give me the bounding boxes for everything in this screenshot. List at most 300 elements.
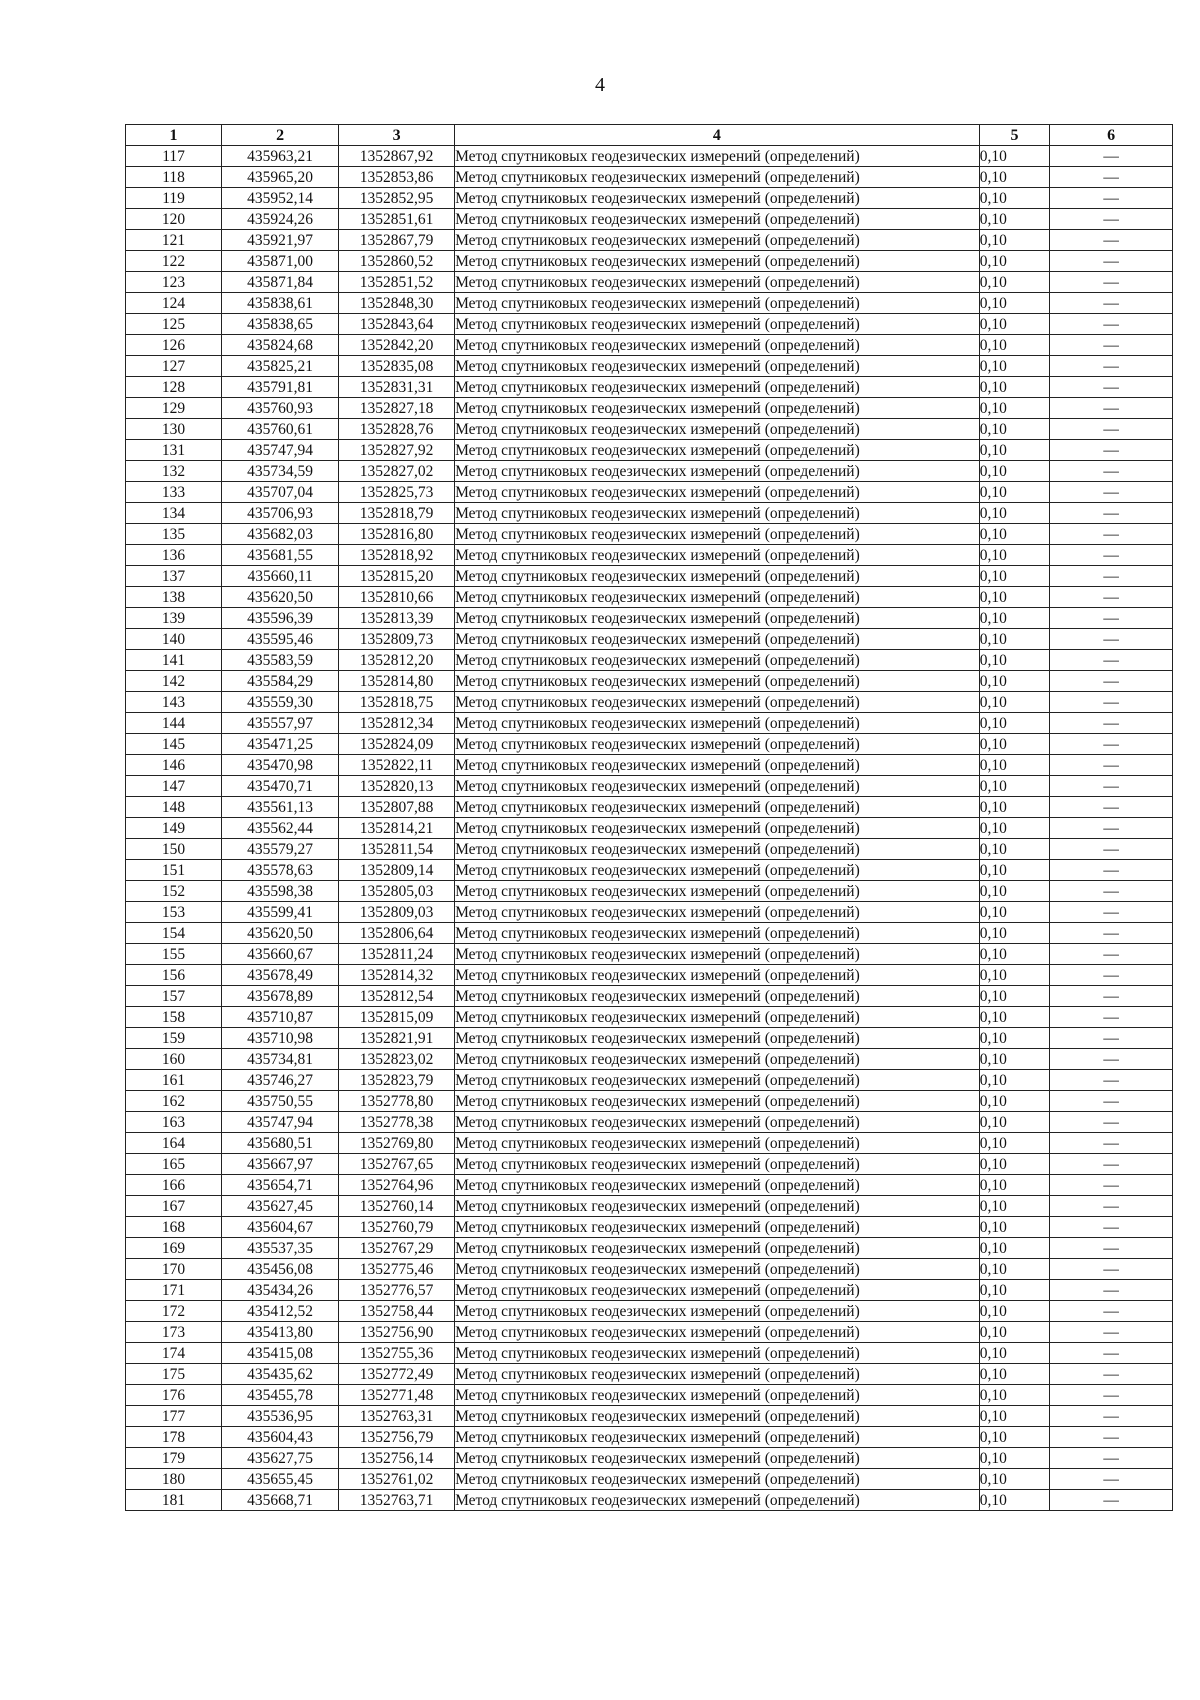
dash-cell: — (1050, 419, 1173, 440)
x-coordinate-cell: 435579,27 (222, 839, 339, 860)
x-coordinate-cell: 435559,30 (222, 692, 339, 713)
point-number-cell: 132 (126, 461, 222, 482)
y-coordinate-cell: 1352809,73 (339, 629, 455, 650)
table-row (126, 860, 1173, 881)
table-row (126, 1259, 1173, 1280)
x-coordinate-cell: 435707,04 (222, 482, 339, 503)
accuracy-cell: 0,10 (979, 167, 1050, 188)
y-coordinate-cell: 1352756,90 (339, 1322, 455, 1343)
dash-cell: — (1050, 461, 1173, 482)
x-coordinate-cell: 435604,43 (222, 1427, 339, 1448)
y-coordinate-cell: 1352778,80 (339, 1091, 455, 1112)
x-coordinate-cell: 435627,45 (222, 1196, 339, 1217)
dash-cell: — (1050, 776, 1173, 797)
accuracy-cell: 0,10 (979, 209, 1050, 230)
method-cell: Метод спутниковых геодезических измерений (определений) (455, 944, 980, 965)
y-coordinate-cell: 1352814,32 (339, 965, 455, 986)
x-coordinate-cell: 435557,97 (222, 713, 339, 734)
dash-cell: — (1050, 1070, 1173, 1091)
dash-cell: — (1050, 1112, 1173, 1133)
y-coordinate-cell: 1352822,11 (339, 755, 455, 776)
y-coordinate-cell: 1352763,71 (339, 1490, 455, 1511)
table-row (126, 398, 1173, 419)
method-cell: Метод спутниковых геодезических измерений (определений) (455, 1154, 980, 1175)
point-number-cell: 127 (126, 356, 222, 377)
accuracy-cell: 0,10 (979, 860, 1050, 881)
point-number-cell: 173 (126, 1322, 222, 1343)
y-coordinate-cell: 1352763,31 (339, 1406, 455, 1427)
accuracy-cell: 0,10 (979, 1280, 1050, 1301)
table-row (126, 818, 1173, 839)
dash-cell: — (1050, 1133, 1173, 1154)
dash-cell: — (1050, 1238, 1173, 1259)
method-cell: Метод спутниковых геодезических измерений (определений) (455, 755, 980, 776)
method-cell: Метод спутниковых геодезических измерений (определений) (455, 1196, 980, 1217)
x-coordinate-cell: 435655,45 (222, 1469, 339, 1490)
y-coordinate-cell: 1352809,03 (339, 902, 455, 923)
point-number-cell: 162 (126, 1091, 222, 1112)
x-coordinate-cell: 435620,50 (222, 923, 339, 944)
point-number-cell: 167 (126, 1196, 222, 1217)
point-number-cell: 179 (126, 1448, 222, 1469)
column-header-3: 3 (339, 125, 455, 146)
table-row (126, 209, 1173, 230)
dash-cell: — (1050, 398, 1173, 419)
dash-cell: — (1050, 545, 1173, 566)
method-cell: Метод спутниковых геодезических измерений (определений) (455, 1112, 980, 1133)
x-coordinate-cell: 435660,11 (222, 566, 339, 587)
y-coordinate-cell: 1352848,30 (339, 293, 455, 314)
accuracy-cell: 0,10 (979, 965, 1050, 986)
method-cell: Метод спутниковых геодезических измерений (определений) (455, 587, 980, 608)
point-number-cell: 149 (126, 818, 222, 839)
x-coordinate-cell: 435921,97 (222, 230, 339, 251)
dash-cell: — (1050, 188, 1173, 209)
method-cell: Метод спутниковых геодезических измерений (определений) (455, 608, 980, 629)
y-coordinate-cell: 1352756,79 (339, 1427, 455, 1448)
y-coordinate-cell: 1352760,79 (339, 1217, 455, 1238)
accuracy-cell: 0,10 (979, 881, 1050, 902)
y-coordinate-cell: 1352818,79 (339, 503, 455, 524)
y-coordinate-cell: 1352810,66 (339, 587, 455, 608)
point-number-cell: 121 (126, 230, 222, 251)
accuracy-cell: 0,10 (979, 566, 1050, 587)
y-coordinate-cell: 1352825,73 (339, 482, 455, 503)
dash-cell: — (1050, 587, 1173, 608)
table-row (126, 629, 1173, 650)
table-row (126, 797, 1173, 818)
accuracy-cell: 0,10 (979, 1154, 1050, 1175)
method-cell: Метод спутниковых геодезических измерений (определений) (455, 797, 980, 818)
point-number-cell: 119 (126, 188, 222, 209)
y-coordinate-cell: 1352831,31 (339, 377, 455, 398)
method-cell: Метод спутниковых геодезических измерений (определений) (455, 881, 980, 902)
table-row (126, 713, 1173, 734)
accuracy-cell: 0,10 (979, 419, 1050, 440)
x-coordinate-cell: 435871,00 (222, 251, 339, 272)
point-number-cell: 129 (126, 398, 222, 419)
accuracy-cell: 0,10 (979, 692, 1050, 713)
method-cell: Метод спутниковых геодезических измерений (определений) (455, 1259, 980, 1280)
y-coordinate-cell: 1352842,20 (339, 335, 455, 356)
dash-cell: — (1050, 272, 1173, 293)
dash-cell: — (1050, 167, 1173, 188)
dash-cell: — (1050, 1196, 1173, 1217)
y-coordinate-cell: 1352814,21 (339, 818, 455, 839)
y-coordinate-cell: 1352755,36 (339, 1343, 455, 1364)
table-header (126, 125, 1173, 146)
dash-cell: — (1050, 1259, 1173, 1280)
accuracy-cell: 0,10 (979, 1070, 1050, 1091)
x-coordinate-cell: 435456,08 (222, 1259, 339, 1280)
x-coordinate-cell: 435434,26 (222, 1280, 339, 1301)
point-number-cell: 178 (126, 1427, 222, 1448)
accuracy-cell: 0,10 (979, 1196, 1050, 1217)
method-cell: Метод спутниковых геодезических измерений (определений) (455, 1364, 980, 1385)
table-row (126, 1364, 1173, 1385)
point-number-cell: 176 (126, 1385, 222, 1406)
x-coordinate-cell: 435667,97 (222, 1154, 339, 1175)
y-coordinate-cell: 1352767,65 (339, 1154, 455, 1175)
y-coordinate-cell: 1352851,61 (339, 209, 455, 230)
y-coordinate-cell: 1352816,80 (339, 524, 455, 545)
y-coordinate-cell: 1352824,09 (339, 734, 455, 755)
y-coordinate-cell: 1352823,02 (339, 1049, 455, 1070)
x-coordinate-cell: 435838,65 (222, 314, 339, 335)
y-coordinate-cell: 1352812,54 (339, 986, 455, 1007)
method-cell: Метод спутниковых геодезических измерений (определений) (455, 818, 980, 839)
point-number-cell: 134 (126, 503, 222, 524)
point-number-cell: 130 (126, 419, 222, 440)
table-row (126, 566, 1173, 587)
dash-cell: — (1050, 1217, 1173, 1238)
table-row (126, 1007, 1173, 1028)
accuracy-cell: 0,10 (979, 377, 1050, 398)
table-row (126, 314, 1173, 335)
method-cell: Метод спутниковых геодезических измерений (определений) (455, 650, 980, 671)
y-coordinate-cell: 1352812,20 (339, 650, 455, 671)
point-number-cell: 180 (126, 1469, 222, 1490)
column-header-1: 1 (126, 125, 222, 146)
y-coordinate-cell: 1352778,38 (339, 1112, 455, 1133)
table-row (126, 167, 1173, 188)
table-row (126, 608, 1173, 629)
dash-cell: — (1050, 1322, 1173, 1343)
dash-cell: — (1050, 1364, 1173, 1385)
y-coordinate-cell: 1352811,54 (339, 839, 455, 860)
y-coordinate-cell: 1352815,09 (339, 1007, 455, 1028)
table-row (126, 1175, 1173, 1196)
dash-cell: — (1050, 566, 1173, 587)
accuracy-cell: 0,10 (979, 1175, 1050, 1196)
accuracy-cell: 0,10 (979, 1217, 1050, 1238)
y-coordinate-cell: 1352814,80 (339, 671, 455, 692)
x-coordinate-cell: 435583,59 (222, 650, 339, 671)
point-number-cell: 145 (126, 734, 222, 755)
dash-cell: — (1050, 482, 1173, 503)
accuracy-cell: 0,10 (979, 440, 1050, 461)
method-cell: Метод спутниковых геодезических измерений (определений) (455, 1280, 980, 1301)
point-number-cell: 151 (126, 860, 222, 881)
accuracy-cell: 0,10 (979, 1469, 1050, 1490)
table-row (126, 1490, 1173, 1511)
accuracy-cell: 0,10 (979, 986, 1050, 1007)
x-coordinate-cell: 435627,75 (222, 1448, 339, 1469)
y-coordinate-cell: 1352806,64 (339, 923, 455, 944)
x-coordinate-cell: 435824,68 (222, 335, 339, 356)
point-number-cell: 161 (126, 1070, 222, 1091)
dash-cell: — (1050, 1427, 1173, 1448)
method-cell: Метод спутниковых геодезических измерений (определений) (455, 1217, 980, 1238)
accuracy-cell: 0,10 (979, 335, 1050, 356)
table-row (126, 671, 1173, 692)
x-coordinate-cell: 435682,03 (222, 524, 339, 545)
table-row (126, 839, 1173, 860)
x-coordinate-cell: 435620,50 (222, 587, 339, 608)
column-header-6: 6 (1050, 125, 1173, 146)
table-row (126, 419, 1173, 440)
method-cell: Метод спутниковых геодезических измерений (определений) (455, 188, 980, 209)
method-cell: Метод спутниковых геодезических измерений (определений) (455, 566, 980, 587)
accuracy-cell: 0,10 (979, 1112, 1050, 1133)
table-row (126, 1112, 1173, 1133)
x-coordinate-cell: 435668,71 (222, 1490, 339, 1511)
method-cell: Метод спутниковых геодезических измерений (определений) (455, 1028, 980, 1049)
x-coordinate-cell: 435838,61 (222, 293, 339, 314)
method-cell: Метод спутниковых геодезических измерений (определений) (455, 734, 980, 755)
accuracy-cell: 0,10 (979, 1385, 1050, 1406)
x-coordinate-cell: 435706,93 (222, 503, 339, 524)
dash-cell: — (1050, 1385, 1173, 1406)
method-cell: Метод спутниковых геодезических измерений (определений) (455, 986, 980, 1007)
x-coordinate-cell: 435470,98 (222, 755, 339, 776)
dash-cell: — (1050, 902, 1173, 923)
method-cell: Метод спутниковых геодезических измерений (определений) (455, 1427, 980, 1448)
x-coordinate-cell: 435760,61 (222, 419, 339, 440)
y-coordinate-cell: 1352764,96 (339, 1175, 455, 1196)
dash-cell: — (1050, 1406, 1173, 1427)
dash-cell: — (1050, 314, 1173, 335)
accuracy-cell: 0,10 (979, 587, 1050, 608)
dash-cell: — (1050, 1469, 1173, 1490)
method-cell: Метод спутниковых геодезических измерений (определений) (455, 902, 980, 923)
table-row (126, 692, 1173, 713)
point-number-cell: 170 (126, 1259, 222, 1280)
method-cell: Метод спутниковых геодезических измерений (определений) (455, 1070, 980, 1091)
point-number-cell: 175 (126, 1364, 222, 1385)
accuracy-cell: 0,10 (979, 776, 1050, 797)
point-number-cell: 120 (126, 209, 222, 230)
dash-cell: — (1050, 524, 1173, 545)
table-row (126, 377, 1173, 398)
accuracy-cell: 0,10 (979, 1343, 1050, 1364)
method-cell: Метод спутниковых геодезических измерений (определений) (455, 839, 980, 860)
y-coordinate-cell: 1352835,08 (339, 356, 455, 377)
point-number-cell: 165 (126, 1154, 222, 1175)
table-row (126, 524, 1173, 545)
y-coordinate-cell: 1352811,24 (339, 944, 455, 965)
table-row (126, 1196, 1173, 1217)
accuracy-cell: 0,10 (979, 146, 1050, 167)
x-coordinate-cell: 435747,94 (222, 440, 339, 461)
point-number-cell: 150 (126, 839, 222, 860)
accuracy-cell: 0,10 (979, 734, 1050, 755)
y-coordinate-cell: 1352818,75 (339, 692, 455, 713)
point-number-cell: 168 (126, 1217, 222, 1238)
table-row (126, 1280, 1173, 1301)
dash-cell: — (1050, 1049, 1173, 1070)
point-number-cell: 154 (126, 923, 222, 944)
dash-cell: — (1050, 146, 1173, 167)
x-coordinate-cell: 435604,67 (222, 1217, 339, 1238)
method-cell: Метод спутниковых геодезических измерений (определений) (455, 230, 980, 251)
x-coordinate-cell: 435598,38 (222, 881, 339, 902)
y-coordinate-cell: 1352827,18 (339, 398, 455, 419)
dash-cell: — (1050, 944, 1173, 965)
method-cell: Метод спутниковых геодезических измерений (определений) (455, 377, 980, 398)
x-coordinate-cell: 435537,35 (222, 1238, 339, 1259)
x-coordinate-cell: 435599,41 (222, 902, 339, 923)
table-row (126, 482, 1173, 503)
table-row (126, 1091, 1173, 1112)
y-coordinate-cell: 1352761,02 (339, 1469, 455, 1490)
dash-cell: — (1050, 251, 1173, 272)
point-number-cell: 156 (126, 965, 222, 986)
point-number-cell: 141 (126, 650, 222, 671)
table-row (126, 650, 1173, 671)
dash-cell: — (1050, 335, 1173, 356)
x-coordinate-cell: 435747,94 (222, 1112, 339, 1133)
y-coordinate-cell: 1352820,13 (339, 776, 455, 797)
point-number-cell: 171 (126, 1280, 222, 1301)
dash-cell: — (1050, 230, 1173, 251)
table-row (126, 902, 1173, 923)
dash-cell: — (1050, 1175, 1173, 1196)
method-cell: Метод спутниковых геодезических измерений (определений) (455, 692, 980, 713)
table-row (126, 734, 1173, 755)
table-row (126, 986, 1173, 1007)
method-cell: Метод спутниковых геодезических измерений (определений) (455, 1133, 980, 1154)
method-cell: Метод спутниковых геодезических измерений (определений) (455, 209, 980, 230)
y-coordinate-cell: 1352828,76 (339, 419, 455, 440)
method-cell: Метод спутниковых геодезических измерений (определений) (455, 923, 980, 944)
table-row (126, 1049, 1173, 1070)
x-coordinate-cell: 435710,87 (222, 1007, 339, 1028)
accuracy-cell: 0,10 (979, 188, 1050, 209)
table-row (126, 1028, 1173, 1049)
accuracy-cell: 0,10 (979, 1259, 1050, 1280)
method-cell: Метод спутниковых геодезических измерений (определений) (455, 1175, 980, 1196)
x-coordinate-cell: 435595,46 (222, 629, 339, 650)
point-number-cell: 118 (126, 167, 222, 188)
method-cell: Метод спутниковых геодезических измерений (определений) (455, 1469, 980, 1490)
table-row (126, 545, 1173, 566)
accuracy-cell: 0,10 (979, 1028, 1050, 1049)
table-row (126, 1406, 1173, 1427)
accuracy-cell: 0,10 (979, 797, 1050, 818)
dash-cell: — (1050, 1007, 1173, 1028)
point-number-cell: 140 (126, 629, 222, 650)
dash-cell: — (1050, 734, 1173, 755)
accuracy-cell: 0,10 (979, 293, 1050, 314)
dash-cell: — (1050, 923, 1173, 944)
accuracy-cell: 0,10 (979, 755, 1050, 776)
table-row (126, 503, 1173, 524)
method-cell: Метод спутниковых геодезических измерений (определений) (455, 167, 980, 188)
dash-cell: — (1050, 860, 1173, 881)
x-coordinate-cell: 435435,62 (222, 1364, 339, 1385)
method-cell: Метод спутниковых геодезических измерений (определений) (455, 1007, 980, 1028)
y-coordinate-cell: 1352827,92 (339, 440, 455, 461)
table-row (126, 587, 1173, 608)
accuracy-cell: 0,10 (979, 923, 1050, 944)
method-cell: Метод спутниковых геодезических измерений (определений) (455, 335, 980, 356)
method-cell: Метод спутниковых геодезических измерений (определений) (455, 545, 980, 566)
y-coordinate-cell: 1352769,80 (339, 1133, 455, 1154)
x-coordinate-cell: 435734,59 (222, 461, 339, 482)
dash-cell: — (1050, 1154, 1173, 1175)
accuracy-cell: 0,10 (979, 524, 1050, 545)
x-coordinate-cell: 435825,21 (222, 356, 339, 377)
point-number-cell: 138 (126, 587, 222, 608)
method-cell: Метод спутниковых геодезических измерений (определений) (455, 1448, 980, 1469)
x-coordinate-cell: 435791,81 (222, 377, 339, 398)
accuracy-cell: 0,10 (979, 503, 1050, 524)
method-cell: Метод спутниковых геодезических измерений (определений) (455, 1091, 980, 1112)
point-number-cell: 146 (126, 755, 222, 776)
accuracy-cell: 0,10 (979, 1322, 1050, 1343)
y-coordinate-cell: 1352851,52 (339, 272, 455, 293)
point-number-cell: 148 (126, 797, 222, 818)
dash-cell: — (1050, 356, 1173, 377)
point-number-cell: 133 (126, 482, 222, 503)
point-number-cell: 160 (126, 1049, 222, 1070)
method-cell: Метод спутниковых геодезических измерений (определений) (455, 776, 980, 797)
accuracy-cell: 0,10 (979, 251, 1050, 272)
point-number-cell: 124 (126, 293, 222, 314)
y-coordinate-cell: 1352843,64 (339, 314, 455, 335)
y-coordinate-cell: 1352852,95 (339, 188, 455, 209)
table-row (126, 944, 1173, 965)
y-coordinate-cell: 1352776,57 (339, 1280, 455, 1301)
y-coordinate-cell: 1352860,52 (339, 251, 455, 272)
x-coordinate-cell: 435924,26 (222, 209, 339, 230)
method-cell: Метод спутниковых геодезических измерений (определений) (455, 524, 980, 545)
table-row (126, 251, 1173, 272)
x-coordinate-cell: 435413,80 (222, 1322, 339, 1343)
method-cell: Метод спутниковых геодезических измерений (определений) (455, 713, 980, 734)
x-coordinate-cell: 435471,25 (222, 734, 339, 755)
method-cell: Метод спутниковых геодезических измерений (определений) (455, 440, 980, 461)
method-cell: Метод спутниковых геодезических измерений (определений) (455, 461, 980, 482)
x-coordinate-cell: 435678,89 (222, 986, 339, 1007)
point-number-cell: 174 (126, 1343, 222, 1364)
point-number-cell: 135 (126, 524, 222, 545)
y-coordinate-cell: 1352758,44 (339, 1301, 455, 1322)
accuracy-cell: 0,10 (979, 1238, 1050, 1259)
y-coordinate-cell: 1352853,86 (339, 167, 455, 188)
table-row (126, 1301, 1173, 1322)
y-coordinate-cell: 1352760,14 (339, 1196, 455, 1217)
table-row (126, 1217, 1173, 1238)
method-cell: Метод спутниковых геодезических измерений (определений) (455, 1406, 980, 1427)
table-row (126, 1133, 1173, 1154)
table-row (126, 1322, 1173, 1343)
dash-cell: — (1050, 650, 1173, 671)
method-cell: Метод спутниковых геодезических измерений (определений) (455, 671, 980, 692)
column-header-5: 5 (979, 125, 1050, 146)
x-coordinate-cell: 435678,49 (222, 965, 339, 986)
